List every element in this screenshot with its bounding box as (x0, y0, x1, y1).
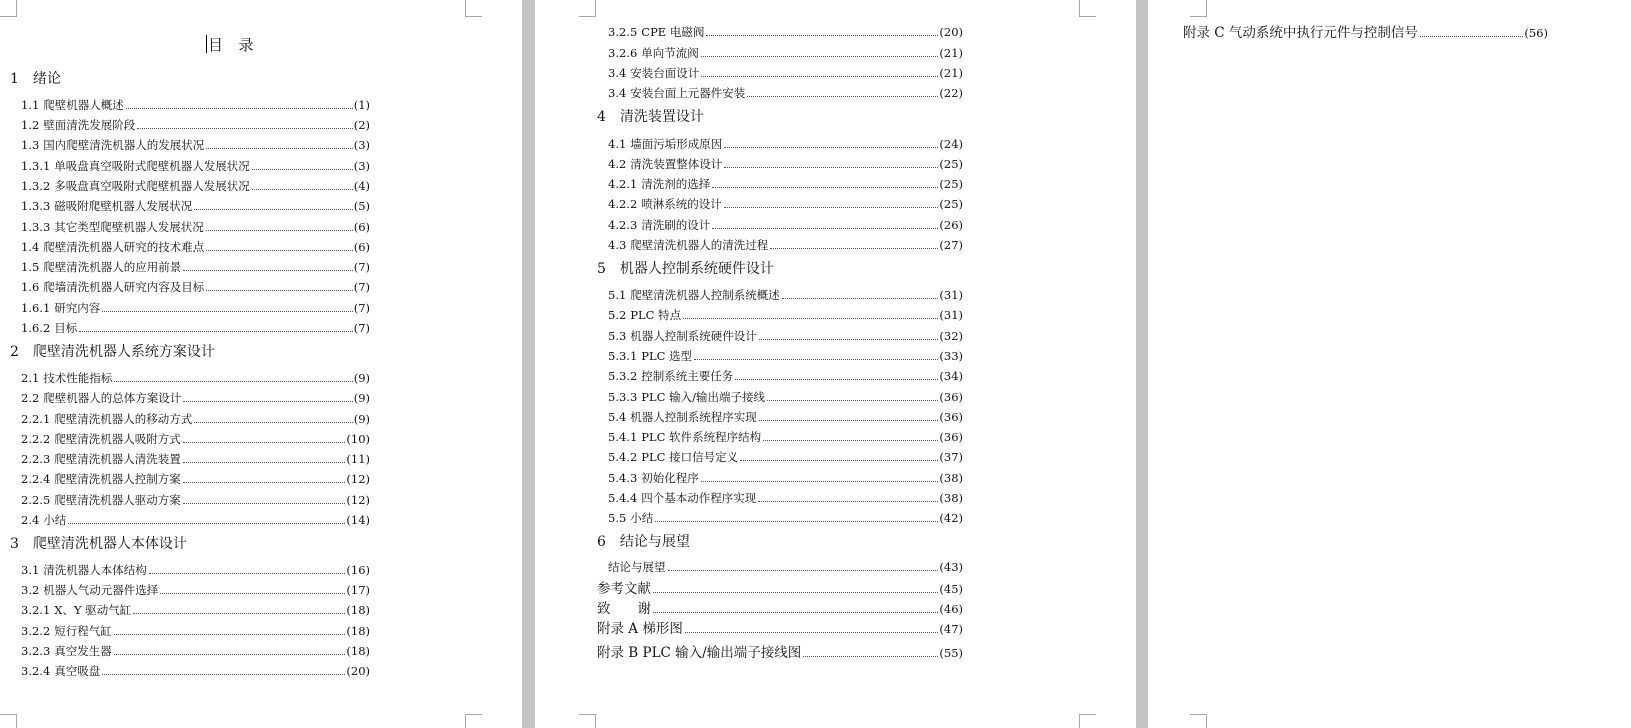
toc-entry-title: 机器人气动元器件选择 (43, 583, 159, 597)
toc-entry-number: 5 (597, 261, 606, 277)
toc-entry-title: 机器人控制系统硬件设计 (630, 329, 757, 343)
toc-entry-title: 四个基本动作程序实现 (641, 491, 757, 505)
toc-entry-page-number: (45) (939, 582, 963, 596)
toc-entry-number: 3.2.5 (608, 25, 638, 39)
toc-entry-number: 5.4.1 (608, 430, 638, 444)
toc-entry[interactable] (21, 582, 370, 598)
toc-entry-title: 机器人控制系统硬件设计 (619, 261, 774, 277)
text-cursor (206, 35, 207, 53)
dot-leader (102, 311, 352, 312)
toc-entry-page-number: (24) (939, 137, 963, 151)
toc-entry-page-number: (25) (939, 197, 963, 211)
toc-entry-page-number: (6) (353, 220, 370, 234)
toc-entry-title: 磁吸附爬壁机器人发展状况 (54, 199, 193, 213)
toc-entry-title: 小结 (630, 511, 654, 525)
toc-entry[interactable] (21, 279, 370, 295)
toc-entry-number: 5.2 (608, 308, 627, 322)
toc-entry-title: 壁面清洗发展阶段 (43, 118, 136, 132)
toc-entry-page-number: (38) (939, 491, 963, 505)
toc-entry[interactable] (21, 602, 370, 618)
toc-entry-number: 5.3.1 (608, 349, 638, 363)
toc-entry-title: PLC 接口信号定义 (641, 450, 739, 464)
toc-entry[interactable] (21, 451, 370, 467)
toc-entry-page-number: (32) (939, 329, 963, 343)
toc-entry[interactable] (608, 559, 963, 575)
dot-leader (770, 248, 938, 249)
dot-leader (1420, 36, 1523, 37)
toc-entry-page-number: (16) (346, 563, 370, 577)
toc-backmatter-entry[interactable] (597, 620, 963, 638)
dot-leader (183, 442, 346, 443)
toc-entry[interactable] (608, 176, 963, 192)
toc-entry-title: 附录 A 梯形图 (597, 621, 683, 637)
dot-leader (712, 187, 938, 188)
toc-entry-title: 多吸盘真空吸附式爬壁机器人发展状况 (54, 179, 250, 193)
toc-entry-page-number: (21) (939, 46, 963, 60)
toc-entry-page-number: (25) (939, 177, 963, 191)
toc-entry-page-number: (4) (353, 179, 370, 193)
toc-entry-title: 爬壁清洗机器人控制方案 (54, 472, 181, 486)
dot-leader (694, 359, 938, 360)
dot-leader (114, 381, 352, 382)
toc-chapter-heading[interactable] (597, 108, 704, 126)
toc-entry[interactable] (21, 219, 370, 235)
toc-entry-number: 1.3.2 (21, 179, 51, 193)
toc-entry-title: 爬墙清洗机器人研究内容及目标 (43, 280, 205, 294)
toc-entry-page-number: (9) (353, 412, 370, 426)
toc-entry-title: 清洗刷的设计 (641, 218, 711, 232)
toc-entry-number: 5.4.2 (608, 450, 638, 464)
dot-leader (724, 207, 939, 208)
toc-entry-page-number: (31) (939, 288, 963, 302)
dot-leader (759, 420, 939, 421)
toc-entry-page-number: (7) (353, 260, 370, 274)
toc-entry[interactable] (608, 136, 963, 152)
toc-entry-title: 机器人控制系统程序实现 (630, 410, 757, 424)
toc-entry[interactable] (608, 328, 963, 344)
toc-entry-number: 5.3 (608, 329, 627, 343)
toc-entry[interactable] (608, 449, 963, 465)
dot-leader (183, 401, 352, 402)
dot-leader (102, 674, 345, 675)
toc-entry-title: PLC 软件系统程序结构 (641, 430, 762, 444)
toc-entry-title: 爬壁清洗机器人的清洗过程 (630, 238, 769, 252)
toc-entry[interactable] (608, 85, 963, 101)
toc-entry-title: 清洗装置设计 (619, 109, 704, 125)
toc-entry-page-number: (27) (939, 238, 963, 252)
toc-chapter-heading[interactable] (10, 535, 187, 553)
crop-mark (579, 0, 596, 17)
toc-entry-page-number: (25) (939, 157, 963, 171)
toc-entry-title: 爬壁清洗机器人清洗装置 (54, 452, 181, 466)
toc-entry[interactable] (608, 307, 963, 323)
toc-entry[interactable] (608, 510, 963, 526)
dot-leader (160, 593, 345, 594)
toc-entry-number: 4.2.1 (608, 177, 638, 191)
toc-entry-title: 结论与展望 (619, 534, 690, 550)
toc-entry-number: 1.5 (21, 260, 40, 274)
toc-entry-number: 4.2.2 (608, 197, 638, 211)
toc-entry-page-number: (43) (939, 560, 963, 574)
dot-leader (653, 612, 938, 613)
toc-entry-page-number: (7) (353, 280, 370, 294)
dot-leader (206, 148, 352, 149)
dot-leader (701, 481, 939, 482)
toc-entry-number: 2.2.2 (21, 432, 51, 446)
toc-entry-page-number: (33) (939, 349, 963, 363)
dot-leader (114, 634, 346, 635)
crop-mark (579, 714, 596, 728)
toc-entry-number: 3 (10, 536, 19, 552)
toc-entry-number: 3.1 (21, 563, 40, 577)
toc-entry-page-number: (18) (346, 644, 370, 658)
toc-entry-number: 3.2.6 (608, 46, 638, 60)
toc-entry-page-number: (18) (346, 603, 370, 617)
toc-entry-title: 安装台面上元器件安装 (630, 86, 746, 100)
dot-leader (206, 250, 352, 251)
document-page-2 (535, 0, 1136, 728)
toc-entry-number: 5.5 (608, 511, 627, 525)
toc-entry[interactable] (21, 239, 370, 255)
toc-entry[interactable] (608, 196, 963, 212)
dot-leader (194, 422, 352, 423)
toc-entry-page-number: (9) (353, 371, 370, 385)
toc-entry[interactable] (21, 137, 370, 153)
toc-entry-page-number: (3) (353, 159, 370, 173)
dot-leader (735, 379, 938, 380)
toc-entry-page-number: (36) (939, 410, 963, 424)
toc-entry-page-number: (36) (939, 390, 963, 404)
toc-entry-page-number: (34) (939, 369, 963, 383)
toc-entry[interactable] (21, 198, 370, 214)
dot-leader (206, 230, 353, 231)
dot-leader (183, 462, 346, 463)
dot-leader (740, 460, 938, 461)
toc-entry[interactable] (21, 320, 370, 336)
toc-entry-number: 1.3 (21, 138, 40, 152)
toc-entry-title: 致 谢 (597, 601, 651, 617)
toc-entry[interactable] (608, 156, 963, 172)
dot-leader (194, 209, 352, 210)
toc-entry[interactable] (608, 368, 963, 384)
dot-leader (767, 400, 938, 401)
toc-entry-title: 参考文献 (597, 581, 651, 597)
toc-entry-title: 绪论 (32, 71, 61, 87)
toc-entry-page-number: (17) (346, 583, 370, 597)
toc-entry-page-number: (21) (939, 66, 963, 80)
toc-entry-page-number: (46) (939, 602, 963, 616)
toc-entry-title: 爬壁清洗机器人吸附方式 (54, 432, 181, 446)
toc-entry-number: 1 (10, 71, 19, 87)
toc-entry[interactable] (608, 287, 963, 303)
crop-mark (1190, 0, 1207, 17)
toc-entry-title: 单向节流阀 (641, 46, 699, 60)
toc-entry[interactable] (608, 490, 963, 506)
toc-entry-title: 爬壁机器人的总体方案设计 (43, 391, 182, 405)
toc-entry-page-number: (10) (346, 432, 370, 446)
toc-entry-number: 2.2.4 (21, 472, 51, 486)
toc-entry-page-number: (2) (353, 118, 370, 132)
dot-leader (133, 613, 345, 614)
toc-entry-page-number: (36) (939, 430, 963, 444)
dot-leader (149, 573, 346, 574)
toc-entry[interactable] (608, 65, 963, 81)
crop-mark (0, 0, 17, 17)
toc-entry-title: 控制系统主要任务 (641, 369, 734, 383)
toc-entry[interactable] (21, 97, 370, 113)
toc-entry-page-number: (14) (346, 513, 370, 527)
dot-leader (685, 632, 939, 633)
toc-backmatter-entry[interactable] (597, 580, 963, 598)
dot-leader (724, 147, 938, 148)
toc-entry[interactable] (608, 389, 963, 405)
toc-entry[interactable] (21, 643, 370, 659)
toc-entry-title: 真空吸盘 (54, 664, 101, 678)
toc-entry-title: 喷淋系统的设计 (641, 197, 722, 211)
toc-entry-number: 2 (10, 344, 19, 360)
toc-entry-title: 研究内容 (54, 301, 101, 315)
toc-entry-title: 爬壁清洗机器人的应用前景 (43, 260, 182, 274)
toc-entry-title: 附录 C 气动系统中执行元件与控制信号 (1183, 25, 1418, 41)
toc-entry-title: PLC 特点 (630, 308, 682, 322)
toc-entry[interactable] (608, 45, 963, 61)
toc-entry-number: 6 (597, 534, 606, 550)
toc-entry-number: 4.3 (608, 238, 627, 252)
toc-entry[interactable] (21, 411, 370, 427)
toc-entry-page-number: (11) (346, 452, 370, 466)
toc-entry-number: 4 (597, 109, 606, 125)
toc-entry-page-number: (20) (346, 664, 370, 678)
toc-entry[interactable] (21, 663, 370, 679)
toc-entry-number: 5.1 (608, 288, 627, 302)
toc-entry-title: 清洗剂的选择 (641, 177, 711, 191)
toc-entry-number: 2.2.1 (21, 412, 51, 426)
toc-entry[interactable] (21, 390, 370, 406)
toc-entry[interactable] (21, 492, 370, 508)
toc-entry-number: 1.1 (21, 98, 40, 112)
toc-entry-title: 爬壁清洗机器人系统方案设计 (32, 344, 215, 360)
toc-entry[interactable] (21, 512, 370, 528)
toc-entry-number: 1.6.2 (21, 321, 51, 335)
toc-entry-title: 短行程气缸 (54, 624, 112, 638)
toc-entry-page-number: (56) (1524, 26, 1548, 40)
toc-entry-page-number: (22) (939, 86, 963, 100)
document-page-3 (1148, 0, 1631, 728)
toc-entry[interactable] (608, 237, 963, 253)
toc-entry-number: 5.4.4 (608, 491, 638, 505)
toc-entry-number: 1.3.3 (21, 199, 51, 213)
toc-entry-title: CPE 电磁阀 (641, 25, 705, 39)
dot-leader (653, 592, 938, 593)
toc-entry[interactable] (21, 370, 370, 386)
toc-entry-title: X、Y 驱动气缸 (54, 603, 132, 617)
toc-entry[interactable] (608, 24, 963, 40)
toc-entry-page-number: (7) (353, 321, 370, 335)
toc-entry-page-number: (18) (346, 624, 370, 638)
toc-entry-page-number: (38) (939, 471, 963, 485)
toc-entry-number: 5.3.3 (608, 390, 638, 404)
dot-leader (724, 167, 938, 168)
crop-mark (1190, 714, 1207, 728)
dot-leader (701, 56, 939, 57)
toc-entry[interactable] (21, 623, 370, 639)
toc-entry[interactable] (21, 562, 370, 578)
dot-leader (803, 656, 938, 657)
toc-entry[interactable] (608, 429, 963, 445)
toc-entry-title: 安装台面设计 (630, 66, 700, 80)
toc-entry-number: 1.2 (21, 118, 40, 132)
dot-leader (79, 331, 352, 332)
toc-entry-number: 1.4 (21, 240, 40, 254)
toc-entry-number: 4.2.3 (608, 218, 638, 232)
toc-chapter-heading[interactable] (597, 533, 690, 551)
crop-mark (465, 714, 482, 728)
toc-entry-page-number: (3) (353, 138, 370, 152)
document-page-1 (0, 0, 522, 728)
toc-entry-number: 3.4 (608, 86, 627, 100)
toc-entry-page-number: (7) (353, 301, 370, 315)
toc-entry[interactable] (21, 158, 370, 174)
toc-entry[interactable] (21, 431, 370, 447)
dot-leader (712, 228, 938, 229)
toc-entry-number: 5.4.3 (608, 471, 638, 485)
toc-entry-number: 2.4 (21, 513, 40, 527)
toc-chapter-heading[interactable] (10, 70, 61, 88)
toc-entry-number: 4.2 (608, 157, 627, 171)
dot-leader (763, 440, 938, 441)
toc-entry-page-number: (55) (939, 646, 963, 660)
toc-entry-title: PLC 选型 (641, 349, 693, 363)
toc-entry-page-number: (37) (939, 450, 963, 464)
dot-leader (683, 318, 938, 319)
toc-entry[interactable] (21, 471, 370, 487)
toc-entry-page-number: (12) (346, 493, 370, 507)
toc-entry-title: 技术性能指标 (43, 371, 113, 385)
dot-leader (183, 270, 352, 271)
toc-entry-number: 2.2.5 (21, 493, 51, 507)
crop-mark (0, 714, 17, 728)
toc-entry[interactable] (21, 117, 370, 133)
toc-entry-title: 小结 (43, 513, 67, 527)
toc-entry-page-number: (20) (939, 25, 963, 39)
dot-leader (252, 189, 353, 190)
toc-entry-page-number: (5) (353, 199, 370, 213)
toc-entry-number: 2.1 (21, 371, 40, 385)
toc-entry-page-number: (31) (939, 308, 963, 322)
toc-entry-page-number: (47) (939, 622, 963, 636)
dot-leader (68, 523, 345, 524)
dot-leader (126, 108, 353, 109)
toc-entry-number: 3.2.2 (21, 624, 51, 638)
toc-entry-title: 目标 (54, 321, 78, 335)
toc-chapter-heading[interactable] (597, 260, 774, 278)
toc-entry-title: 爬壁清洗机器人控制系统概述 (630, 288, 780, 302)
dot-leader (114, 654, 346, 655)
toc-entry-number: 4.1 (608, 137, 627, 151)
toc-entry-title: 结论与展望 (608, 560, 666, 574)
crop-mark (1079, 714, 1096, 728)
toc-entry-title: 单吸盘真空吸附式爬壁机器人发展状况 (54, 159, 250, 173)
toc-entry-page-number: (26) (939, 218, 963, 232)
toc-entry-title: 爬壁清洗机器人本体设计 (32, 536, 187, 552)
toc-entry-title: 真空发生器 (54, 644, 112, 658)
toc-backmatter-entry[interactable] (1183, 24, 1548, 42)
toc-backmatter-entry[interactable] (597, 600, 963, 618)
toc-entry-number: 3.2.1 (21, 603, 51, 617)
toc-entry-title: PLC 输入/输出端子接线 (641, 390, 765, 404)
toc-entry-number: 3.2.3 (21, 644, 51, 658)
toc-entry-title: 清洗装置整体设计 (630, 157, 723, 171)
toc-entry[interactable] (608, 409, 963, 425)
dot-leader (206, 290, 352, 291)
toc-entry-number: 2.2.3 (21, 452, 51, 466)
dot-leader (759, 339, 939, 340)
toc-title: 目 录 (208, 36, 256, 54)
dot-leader (137, 128, 352, 129)
toc-entry-number: 1.3.3 (21, 220, 51, 234)
toc-entry-number: 5.3.2 (608, 369, 638, 383)
dot-leader (706, 35, 938, 36)
toc-entry-number: 3.4 (608, 66, 627, 80)
toc-entry-number: 1.6.1 (21, 301, 51, 315)
toc-entry-number: 2.2 (21, 391, 40, 405)
dot-leader (655, 521, 938, 522)
toc-entry[interactable] (608, 348, 963, 364)
toc-entry-page-number: (1) (353, 98, 370, 112)
toc-entry[interactable] (608, 470, 963, 486)
toc-chapter-heading[interactable] (10, 343, 215, 361)
toc-backmatter-entry[interactable] (597, 644, 963, 662)
toc-entry-title: 国内爬壁清洗机器人的发展状况 (43, 138, 205, 152)
toc-entry-number: 3.2 (21, 583, 40, 597)
toc-entry-title: 爬壁机器人概述 (43, 98, 124, 112)
dot-leader (758, 501, 938, 502)
toc-entry-title: 爬壁清洗机器人的移动方式 (54, 412, 193, 426)
toc-entry-number: 1.6 (21, 280, 40, 294)
toc-entry-title: 其它类型爬壁机器人发展状况 (54, 220, 204, 234)
toc-entry-title: 初始化程序 (641, 471, 699, 485)
dot-leader (668, 570, 939, 571)
toc-entry-title: 附录 B PLC 输入/输出端子接线图 (597, 645, 802, 661)
crop-mark (1079, 0, 1096, 17)
dot-leader (701, 76, 938, 77)
dot-leader (183, 503, 346, 504)
dot-leader (183, 482, 346, 483)
crop-mark (465, 0, 482, 17)
dot-leader (747, 96, 938, 97)
toc-entry-page-number: (9) (353, 391, 370, 405)
toc-entry-number: 1.3.1 (21, 159, 51, 173)
toc-entry-title: 爬壁清洗机器人驱动方案 (54, 493, 181, 507)
toc-entry[interactable] (21, 259, 370, 275)
toc-entry-title: 清洗机器人本体结构 (43, 563, 147, 577)
dot-leader (252, 169, 353, 170)
toc-entry-title: 墙面污垢形成原因 (630, 137, 723, 151)
toc-entry[interactable] (21, 300, 370, 316)
toc-entry-page-number: (42) (939, 511, 963, 525)
toc-entry-number: 5.4 (608, 410, 627, 424)
toc-entry-title: 爬壁清洗机器人研究的技术难点 (43, 240, 205, 254)
toc-entry-number: 3.2.4 (21, 664, 51, 678)
toc-entry-page-number: (6) (353, 240, 370, 254)
toc-entry-page-number: (12) (346, 472, 370, 486)
dot-leader (782, 298, 939, 299)
toc-entry[interactable] (21, 178, 370, 194)
toc-entry[interactable] (608, 217, 963, 233)
